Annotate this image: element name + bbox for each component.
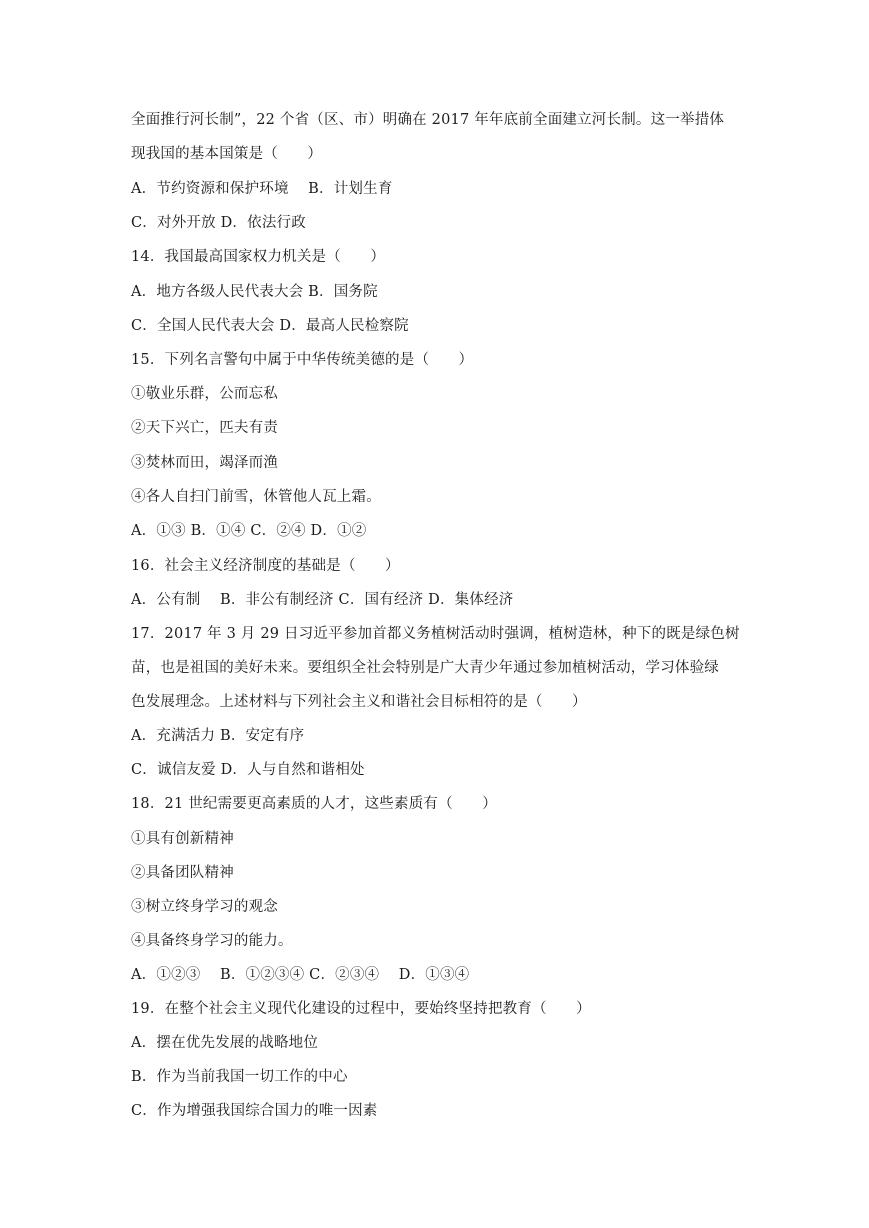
text-line: ①具有创新精神 bbox=[131, 831, 234, 847]
text-line: ④具备终身学习的能力。 bbox=[131, 933, 293, 949]
text-line: 现我国的基本国策是（ ） bbox=[131, 146, 323, 162]
text-line: 17．2017 年 3 月 29 日习近平参加首都义务植树活动时强调，植树造林，种下的既是绿色树 bbox=[131, 626, 740, 642]
text-line: C．作为增强我国综合国力的唯一因素 bbox=[131, 1103, 378, 1119]
text-line: A．充满活力 B．安定有序 bbox=[131, 728, 305, 744]
text-line: 14．我国最高国家权力机关是（ ） bbox=[131, 249, 386, 265]
text-line: A．①②③ B．①②③④ C．②③④ D．①③④ bbox=[131, 967, 470, 983]
text-line: 15．下列名言警句中属于中华传统美德的是（ ） bbox=[131, 352, 474, 368]
text-line: A．地方各级人民代表大会 B．国务院 bbox=[131, 284, 378, 300]
text-line: ③树立终身学习的观念 bbox=[131, 899, 278, 915]
text-line: A．公有制 B．非公有制经济 C．国有经济 D．集体经济 bbox=[131, 592, 514, 608]
text-line: ③焚林而田，竭泽而渔 bbox=[131, 455, 278, 471]
text-line: ④各人自扫门前雪，休管他人瓦上霜。 bbox=[131, 489, 381, 505]
text-line: C．对外开放 D．依法行政 bbox=[131, 215, 306, 231]
text-line: 16．社会主义经济制度的基础是（ ） bbox=[131, 558, 400, 574]
text-line: ②天下兴亡，匹夫有责 bbox=[131, 420, 278, 436]
text-line: 19．在整个社会主义现代化建设的过程中，要始终坚持把教育（ ） bbox=[131, 1001, 591, 1017]
text-line: 色发展理念。上述材料与下列社会主义和谐社会目标相符的是（ ） bbox=[131, 694, 587, 710]
text-line: 18．21 世纪需要更高素质的人才，这些素质有（ ） bbox=[131, 796, 497, 812]
text-line: ②具备团队精神 bbox=[131, 865, 234, 881]
text-line: A．①③ B．①④ C．②④ D．①② bbox=[131, 523, 367, 539]
text-line: C．诚信友爱 D．人与自然和谐相处 bbox=[131, 762, 365, 778]
text-line: C．全国人民代表大会 D．最高人民检察院 bbox=[131, 318, 409, 334]
text-line: ①敬业乐群，公而忘私 bbox=[131, 386, 278, 402]
text-line: A．节约资源和保护环境 B．计划生育 bbox=[131, 181, 393, 197]
text-line: 全面推行河长制”，22 个省（区、市）明确在 2017 年年底前全面建立河长制。这一举措体 bbox=[131, 112, 725, 128]
text-line: 苗，也是祖国的美好未来。要组织全社会特别是广大青少年通过参加植树活动，学习体验绿 bbox=[131, 660, 719, 676]
text-line: B．作为当前我国一切工作的中心 bbox=[131, 1069, 348, 1085]
text-line: A．摆在优先发展的战略地位 bbox=[131, 1035, 319, 1051]
